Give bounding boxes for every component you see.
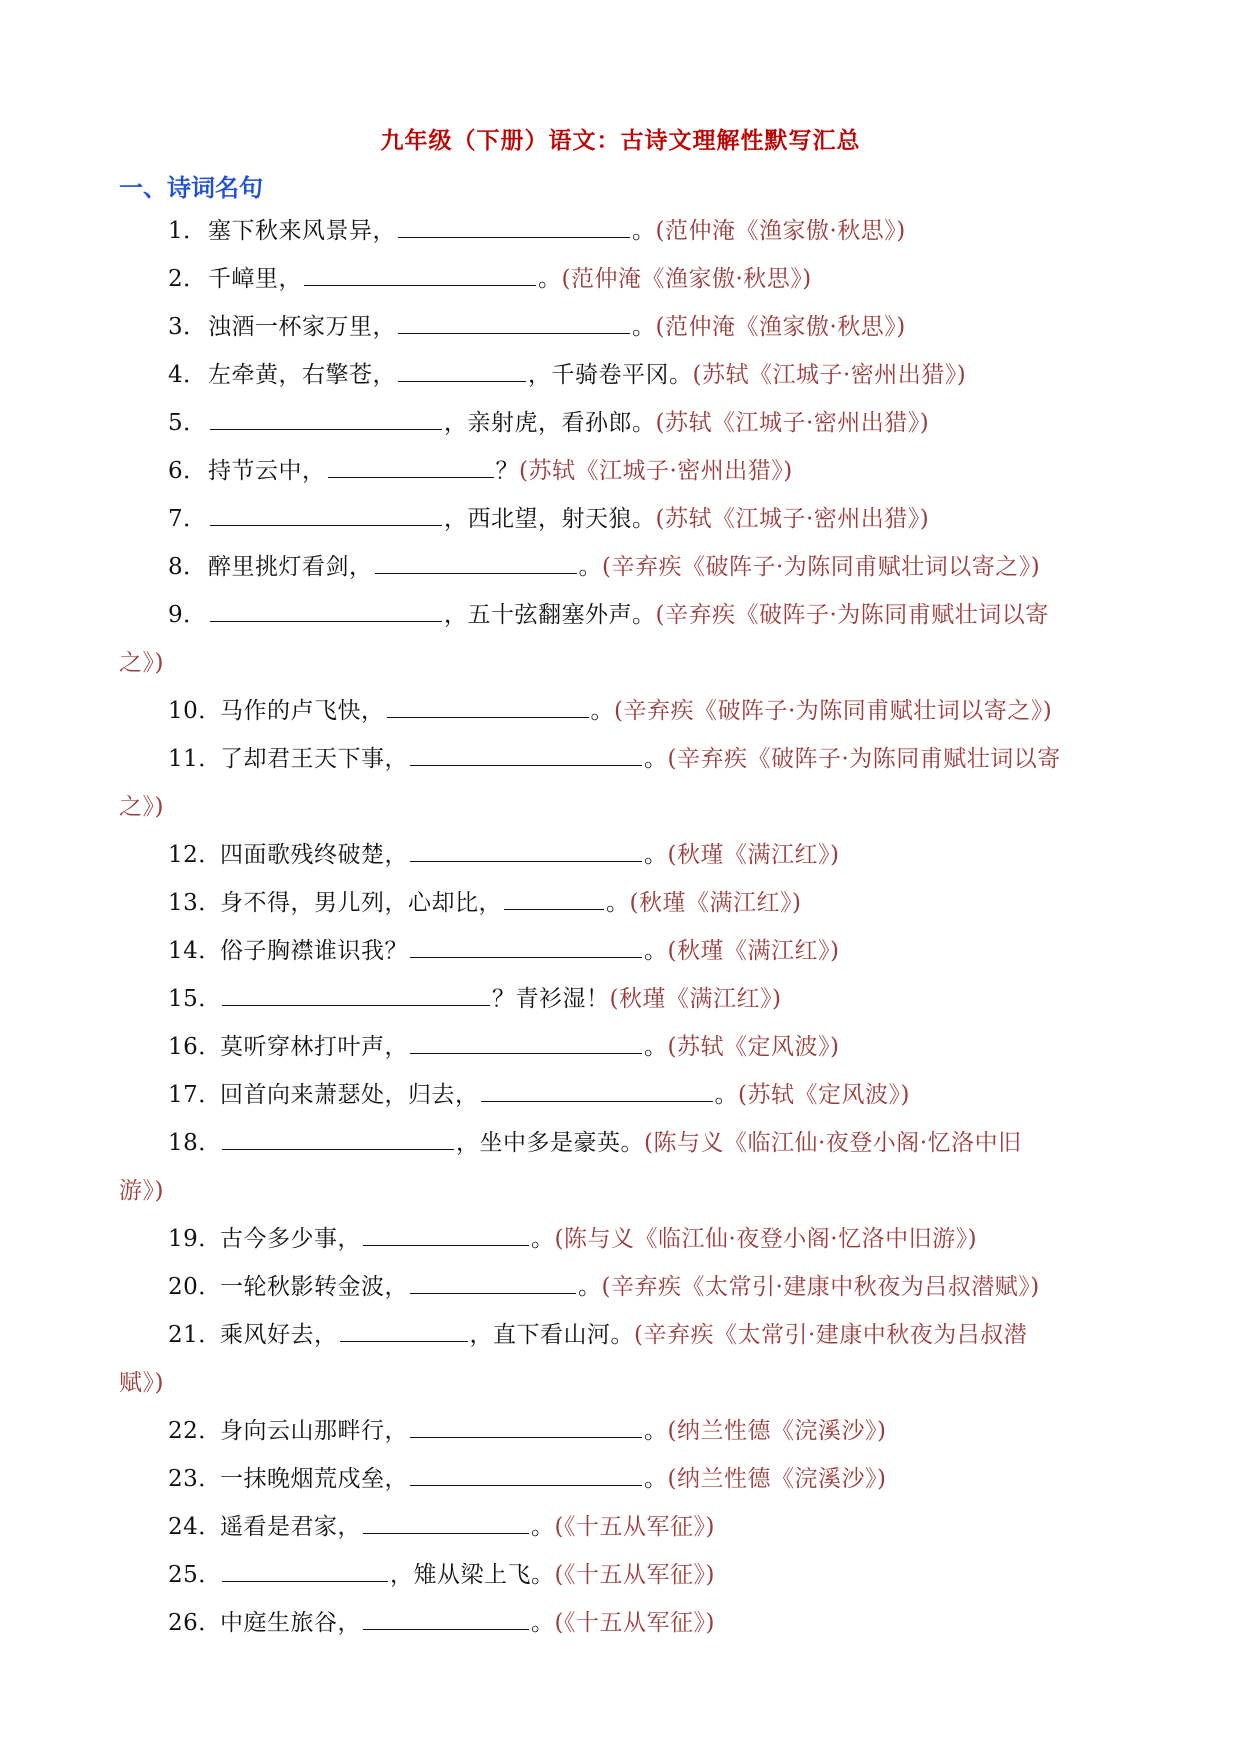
verse-suffix: ，千骑卷平冈。 — [528, 362, 693, 388]
question-item — [0, 687, 1241, 735]
source-citation: (辛弃疾《破阵子·为陈同甫赋壮词以寄 — [667, 746, 1061, 772]
answer-blank[interactable] — [210, 505, 442, 526]
answer-blank[interactable] — [387, 697, 589, 718]
verse-suffix: 。 — [644, 1418, 668, 1444]
item-number: 13． — [168, 890, 222, 916]
item-number: 5． — [168, 410, 207, 436]
verse-suffix: 。 — [632, 314, 656, 340]
answer-blank[interactable] — [328, 457, 494, 478]
source-citation: (纳兰性德《浣溪沙》) — [667, 1418, 887, 1444]
source-citation-continued — [0, 1167, 1241, 1215]
source-citation: (苏轼《江城子·密州出猎》) — [655, 506, 930, 532]
answer-blank[interactable] — [340, 1321, 468, 1342]
item-number: 11． — [168, 746, 222, 772]
verse-suffix: 。 — [644, 842, 668, 868]
question-item — [0, 495, 1241, 543]
source-citation: (苏轼《江城子·密州出猎》) — [519, 458, 793, 484]
source-citation: (苏轼《定风波》) — [667, 1034, 840, 1060]
source-citation: (秋瑾《满江红》) — [667, 938, 840, 964]
answer-blank[interactable] — [363, 1513, 529, 1534]
item-number: 9． — [168, 602, 207, 628]
question-item — [0, 255, 1241, 303]
source-citation: (辛弃疾《破阵子·为陈同甫赋壮词以寄之》) — [614, 698, 1053, 724]
verse-prefix: 马作的卢飞快， — [220, 698, 385, 724]
verse-suffix: ，雉从梁上飞。 — [390, 1562, 555, 1588]
source-citation: (纳兰性德《浣溪沙》) — [667, 1466, 887, 1492]
verse-suffix: 。 — [714, 1082, 738, 1108]
verse-suffix: ，亲射虎，看孙郎。 — [444, 410, 656, 436]
question-item — [0, 1551, 1241, 1599]
item-number: 1． — [168, 218, 207, 244]
page-title: 九年级（下册）语文：古诗文理解性默写汇总 — [380, 127, 861, 154]
verse-prefix: 左牵黄，右擎苍， — [208, 362, 396, 388]
answer-blank[interactable] — [222, 1561, 388, 1582]
verse-suffix: 。 — [538, 266, 562, 292]
verse-prefix: 回首向来萧瑟处，归去， — [220, 1082, 479, 1108]
verse-suffix: 。 — [578, 554, 602, 580]
answer-blank[interactable] — [210, 601, 442, 622]
answer-blank[interactable] — [410, 1417, 642, 1438]
verse-prefix: 千嶂里， — [208, 266, 302, 292]
answer-blank[interactable] — [398, 361, 526, 382]
source-citation-continued — [0, 1359, 1241, 1407]
verse-prefix: 身向云山那畔行， — [220, 1418, 408, 1444]
verse-prefix: 浊酒一杯家万里， — [208, 314, 396, 340]
answer-blank[interactable] — [210, 409, 442, 430]
question-item — [0, 831, 1241, 879]
answer-blank[interactable] — [410, 937, 642, 958]
answer-blank[interactable] — [363, 1609, 529, 1630]
source-citation: (范仲淹《渔家傲·秋思》) — [561, 266, 812, 292]
source-citation-tail: 赋》) — [119, 1370, 164, 1396]
source-citation: (范仲淹《渔家傲·秋思》) — [655, 314, 906, 340]
item-number: 14． — [168, 938, 222, 964]
question-item — [0, 1503, 1241, 1551]
source-citation: (辛弃疾《太常引·建康中秋夜为吕叔潜 — [634, 1322, 1028, 1348]
answer-blank[interactable] — [481, 1081, 713, 1102]
answer-blank[interactable] — [222, 985, 490, 1006]
verse-prefix: 俗子胸襟谁识我？ — [220, 938, 408, 964]
item-number: 7． — [168, 506, 207, 532]
question-item — [0, 303, 1241, 351]
verse-suffix: ，五十弦翻塞外声。 — [444, 602, 656, 628]
source-citation-tail: 之》) — [119, 794, 164, 820]
question-item — [0, 207, 1241, 255]
source-citation: (《十五从军征》) — [554, 1610, 715, 1636]
item-number: 10． — [168, 698, 222, 724]
source-citation: (秋瑾《满江红》) — [667, 842, 840, 868]
item-number: 15． — [168, 986, 222, 1012]
question-item — [0, 543, 1241, 591]
item-number: 22． — [168, 1418, 222, 1444]
item-number: 3． — [168, 314, 207, 340]
verse-suffix: ，坐中多是豪英。 — [456, 1130, 644, 1156]
item-number: 24． — [168, 1514, 222, 1540]
source-citation-continued — [0, 639, 1241, 687]
item-number: 21． — [168, 1322, 222, 1348]
source-citation: (苏轼《定风波》) — [738, 1082, 910, 1108]
answer-blank[interactable] — [304, 265, 536, 286]
question-item — [0, 399, 1241, 447]
question-item — [0, 1263, 1241, 1311]
source-citation-continued — [0, 783, 1241, 831]
item-number: 20． — [168, 1274, 222, 1300]
verse-prefix: 身不得，男儿列，心却比， — [220, 890, 502, 916]
answer-blank[interactable] — [410, 745, 642, 766]
question-item — [0, 1215, 1241, 1263]
question-item — [0, 927, 1241, 975]
verse-prefix: 四面歌残终破楚， — [220, 842, 408, 868]
answer-blank[interactable] — [504, 889, 604, 910]
verse-suffix: 。 — [590, 698, 614, 724]
verse-prefix: 遥看是君家， — [220, 1514, 361, 1540]
question-item — [0, 1119, 1241, 1167]
verse-suffix: 。 — [644, 1034, 668, 1060]
answer-blank[interactable] — [375, 553, 577, 574]
question-item — [0, 1407, 1241, 1455]
verse-suffix: 。 — [644, 1466, 668, 1492]
source-citation: (辛弃疾《破阵子·为陈同甫赋壮词以寄 — [655, 602, 1049, 628]
source-citation: (辛弃疾《破阵子·为陈同甫赋壮词以寄之》) — [602, 554, 1041, 580]
answer-blank[interactable] — [410, 1033, 642, 1054]
source-citation: (辛弃疾《太常引·建康中秋夜为吕叔潜赋》) — [601, 1274, 1040, 1300]
verse-prefix: 莫听穿林打叶声， — [220, 1034, 408, 1060]
question-item — [0, 351, 1241, 399]
verse-prefix: 一抹晚烟荒戍垒， — [220, 1466, 408, 1492]
source-citation: (苏轼《江城子·密州出猎》) — [692, 362, 967, 388]
verse-suffix: 。 — [632, 218, 656, 244]
question-item — [0, 1071, 1241, 1119]
source-citation: (苏轼《江城子·密州出猎》) — [655, 410, 930, 436]
verse-suffix: 。 — [531, 1226, 555, 1252]
source-citation: (《十五从军征》) — [554, 1514, 715, 1540]
verse-prefix: 乘风好去， — [220, 1322, 338, 1348]
item-number: 2． — [168, 266, 207, 292]
verse-prefix: 一轮秋影转金波， — [220, 1274, 408, 1300]
item-number: 8． — [168, 554, 207, 580]
verse-suffix: 。 — [531, 1514, 555, 1540]
verse-prefix: 古今多少事， — [220, 1226, 361, 1252]
verse-suffix: 。 — [644, 746, 668, 772]
verse-suffix: 。 — [578, 1274, 602, 1300]
item-number: 6． — [168, 458, 207, 484]
source-citation: (《十五从军征》) — [554, 1562, 715, 1588]
source-citation-tail: 游》) — [119, 1178, 164, 1204]
source-citation: (陈与义《临江仙·夜登小阁·忆洛中旧游》) — [554, 1226, 978, 1252]
question-item — [0, 975, 1241, 1023]
verse-prefix: 塞下秋来风景异， — [208, 218, 396, 244]
answer-blank[interactable] — [222, 1129, 454, 1150]
source-citation: (秋瑾《满江红》) — [629, 890, 802, 916]
answer-blank[interactable] — [398, 217, 630, 238]
answer-blank[interactable] — [410, 1465, 642, 1486]
verse-suffix: ？ — [495, 458, 519, 484]
verse-suffix: ，直下看山河。 — [469, 1322, 634, 1348]
item-number: 4． — [168, 362, 207, 388]
item-number: 17． — [168, 1082, 222, 1108]
answer-blank[interactable] — [398, 313, 630, 334]
question-item — [0, 735, 1241, 783]
answer-blank[interactable] — [410, 841, 642, 862]
question-item — [0, 447, 1241, 495]
item-number: 18． — [168, 1130, 222, 1156]
answer-blank[interactable] — [363, 1225, 529, 1246]
verse-suffix: ，西北望，射天狼。 — [444, 506, 656, 532]
source-citation: (秋瑾《满江红》) — [609, 986, 782, 1012]
question-item — [0, 1311, 1241, 1359]
verse-prefix: 持节云中， — [208, 458, 326, 484]
item-number: 12． — [168, 842, 222, 868]
question-list — [0, 207, 1241, 1647]
question-item — [0, 1455, 1241, 1503]
verse-suffix: 。 — [606, 890, 630, 916]
verse-prefix: 了却君王天下事， — [220, 746, 408, 772]
question-item — [0, 1023, 1241, 1071]
item-number: 19． — [168, 1226, 222, 1252]
item-number: 25． — [168, 1562, 222, 1588]
question-item — [0, 1599, 1241, 1647]
verse-suffix: ？青衫湿！ — [492, 986, 610, 1012]
item-number: 26． — [168, 1610, 222, 1636]
source-citation: (范仲淹《渔家傲·秋思》) — [655, 218, 906, 244]
item-number: 16． — [168, 1034, 222, 1060]
question-item — [0, 591, 1241, 639]
verse-prefix: 醉里挑灯看剑， — [208, 554, 373, 580]
verse-suffix: 。 — [644, 938, 668, 964]
item-number: 23． — [168, 1466, 222, 1492]
source-citation: (陈与义《临江仙·夜登小阁·忆洛中旧 — [644, 1130, 1022, 1156]
question-item — [0, 879, 1241, 927]
section-heading: 一、诗词名句 — [119, 173, 263, 202]
source-citation-tail: 之》) — [119, 650, 164, 676]
verse-suffix: 。 — [531, 1610, 555, 1636]
verse-prefix: 中庭生旅谷， — [220, 1610, 361, 1636]
answer-blank[interactable] — [410, 1273, 576, 1294]
